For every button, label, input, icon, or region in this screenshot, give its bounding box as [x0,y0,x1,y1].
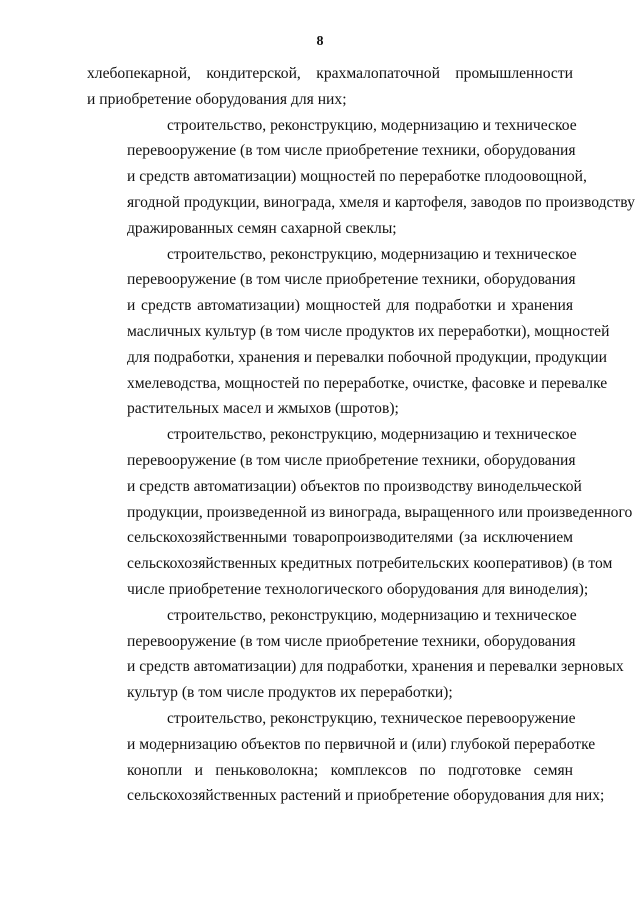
text-line: числе приобретение технологического оборудования для виноделия); [127,580,589,598]
text-line: перевооружение (в том числе приобретение техники, оборудования [127,142,576,160]
text-line: сельскохозяйственными товаропроизводителями (за исключением [127,529,573,547]
text-line: и модернизацию объектов по первичной и (или) глубокой переработке [127,735,596,753]
paragraph [87,706,605,809]
text-line: дражированных семян сахарной свеклы; [127,219,397,237]
text-line: и приобретение оборудования для них; [87,90,347,108]
text-line: перевооружение (в том числе приобретение техники, оборудования [127,632,576,650]
text-line: строительство, реконструкцию, техническое перевооружение [167,709,576,727]
text-line: хмелеводства, мощностей по переработке, очистке, фасовке и перевалке [127,374,608,392]
text-line: строительство, реконструкцию, модернизацию и техническое [167,116,577,134]
text-line: и средств автоматизации) мощностей по переработке плодоовощной, [127,168,587,186]
text-line: растительных масел и жмыхов (шротов); [127,400,399,418]
document-body [87,61,635,809]
paragraph [87,603,624,706]
paragraph [87,61,573,113]
text-line: и средств автоматизации) мощностей для подработки и хранения [127,297,573,315]
text-line: сельскохозяйственных кредитных потребительских кооперативов) (в том [127,555,613,573]
text-line: масличных культур (в том числе продуктов их переработки), мощностей [127,322,610,340]
text-line: сельскохозяйственных растений и приобретение оборудования для них; [127,787,605,805]
text-line: конопли и пеньковолокна; комплексов по подготовке семян [127,761,573,779]
text-line: ягодной продукции, винограда, хмеля и картофеля, заводов по производству [127,193,635,211]
text-line: строительство, реконструкцию, модернизацию и техническое [167,606,577,624]
text-line: перевооружение (в том числе приобретение техники, оборудования [127,451,576,469]
page-number: 8 [316,34,324,49]
text-line: строительство, реконструкцию, модернизацию и техническое [167,245,577,263]
text-line: и средств автоматизации) для подработки, хранения и перевалки зерновых [127,658,624,676]
text-line: культур (в том числе продуктов их переработки); [127,684,453,702]
text-line: продукции, произведенной из винограда, выращенного или произведенного [127,503,633,521]
paragraph [87,113,635,242]
text-line: строительство, реконструкцию, модернизацию и техническое [167,426,577,444]
paragraph [87,242,610,423]
text-line: перевооружение (в том числе приобретение техники, оборудования [127,271,576,289]
text-line: для подработки, хранения и перевалки побочной продукции, продукции [127,348,607,366]
text-line: хлебопекарной, кондитерской, крахмалопаточной промышленности [87,65,573,82]
text-line: и средств автоматизации) объектов по производству винодельческой [127,477,582,495]
paragraph [87,422,633,603]
